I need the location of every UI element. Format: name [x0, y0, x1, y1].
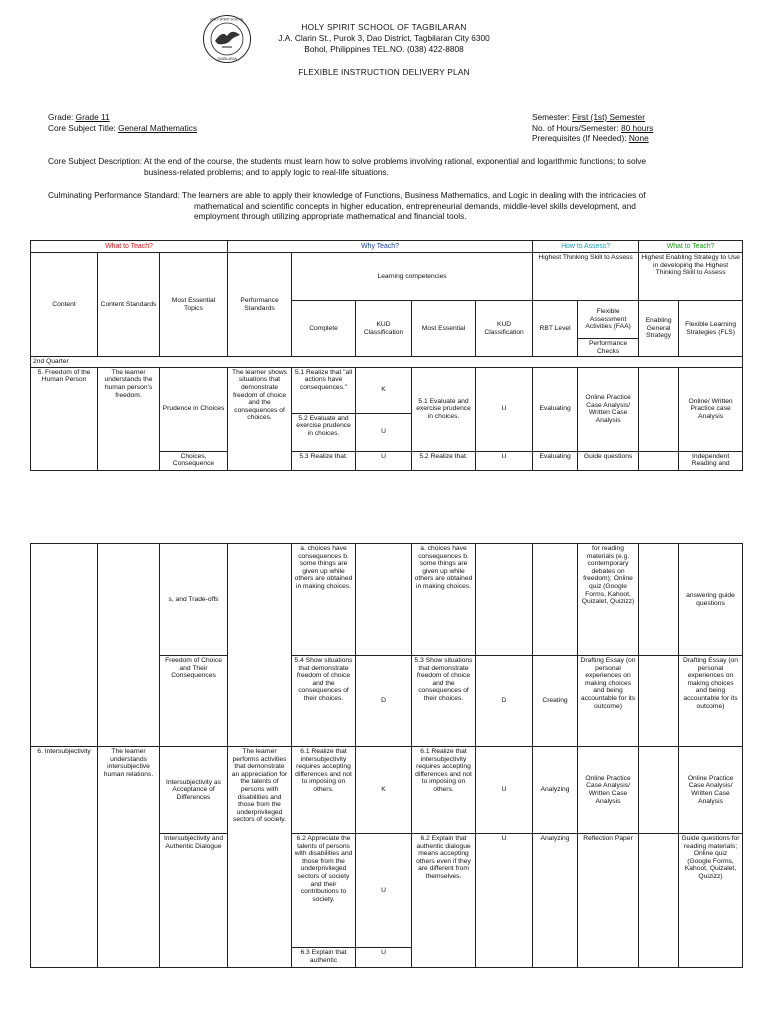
cell-enabling-6-2: [639, 834, 679, 968]
cell-rbt-6-2: Analyzing: [533, 834, 578, 968]
cell-enabling-5-3: [639, 451, 679, 470]
performance-line-1: Culminating Performance Standard: The learners are able to apply their knowledge of Functions, Business Mathematics, and Logic in dealing with the intricacies of: [48, 190, 646, 200]
header-enabling-general-strategy: Enabling General Strategy: [639, 301, 679, 357]
cell-essential-kud-6-2: U: [476, 834, 533, 968]
cell-topic-choices: Choices, Consequence: [160, 451, 228, 470]
performance-standard: [48, 190, 728, 222]
cell-essential-kud-5-2-items: [476, 544, 533, 656]
cell-competency-5-2: 5.2 Evaluate and exercise prudence in choices.: [292, 413, 356, 451]
cell-competency-6-1: 6.1 Realize that intersubjectivity requires accepting differences and not to imposing on others.: [292, 747, 356, 834]
cell-kud-5-1: K: [356, 367, 412, 413]
core-subject-label: Core Subject Title:: [48, 122, 119, 133]
quarter-label: 2nd Quarter: [31, 357, 743, 368]
core-subject-value: General Mathematics: [118, 122, 197, 133]
cell-topic-tradeoffs: s, and Trade-offs: [160, 544, 228, 656]
cell-enabling-5-3-items: [639, 544, 679, 656]
cell-kud-5-2: U: [356, 413, 412, 451]
course-info-left: [48, 112, 197, 133]
cell-performance-standard-intersubjectivity: The learner performs activities that demonstrate an appreciation for the talents of persons with disabilities and those from the underprivileged sectors of society.: [228, 747, 292, 968]
school-contact: Bohol, Philippines TEL.NO. (038) 422-8808: [304, 44, 464, 54]
cell-kud-5-4: D: [356, 656, 412, 747]
plan-title: FLEXIBLE INSTRUCTION DELIVERY PLAN: [298, 67, 470, 77]
document-header: [0, 22, 768, 78]
header-performance-checks: Performance Checks: [578, 339, 639, 357]
cell-kud-5-3-items: [356, 544, 412, 656]
cell-faa-6-2: Reflection Paper: [578, 834, 639, 968]
fidp-table-page-1: [30, 240, 743, 471]
cell-competency-5-3-items: a. choices have consequences b. some things are given up while others are obtained in making choices.: [292, 544, 356, 656]
header-kud-2: KUD Classification: [476, 301, 533, 357]
cell-essential-kud-5-1: U: [476, 367, 533, 451]
cell-kud-6-1: K: [356, 747, 412, 834]
cell-content-continued: [31, 544, 98, 747]
school-address: J.A. Clarin St., Purok 3, Dao District, Tagbilaran City 6300: [278, 33, 490, 43]
header-kud-1: KUD Classification: [356, 301, 412, 357]
cell-rbt-5-1: Evaluating: [533, 367, 578, 451]
header-rbt-level: RBT Level: [533, 301, 578, 357]
cell-enabling-5-1: [639, 367, 679, 451]
cell-essential-5-1: 5.1 Evaluate and exercise prudence in choices.: [412, 367, 476, 451]
cell-fls-6-1: Online Practice Case Analysis/ Written Case Analysis: [679, 747, 743, 834]
header-most-essential: Most Essential: [412, 301, 476, 357]
cell-faa-5-3: Guide questions: [578, 451, 639, 470]
cell-essential-6-1: 6.1 Realize that intersubjectivity requires accepting differences and not to imposing on others.: [412, 747, 476, 834]
cell-kud-6-3: U: [356, 948, 412, 968]
description-line-2: business-related problems; and to apply logic to real-life situations.: [144, 166, 389, 177]
cell-rbt-5-3: Evaluating: [533, 451, 578, 470]
cell-kud-6-2: U: [356, 834, 412, 948]
header-faa: Flexible Assessment Activities (FAA): [578, 301, 639, 339]
cell-topic-acceptance: Intersubjectivity as Acceptance of Differences: [160, 747, 228, 834]
cell-rbt-5-3-items: [533, 544, 578, 656]
cell-content-standard-freedom: The learner understands the human person's freedom.: [98, 367, 160, 470]
description-line-1: Core Subject Description: At the end of the course, the students must learn how to solve problems involving rational, exponential and logarithmic functions; to solve: [48, 156, 647, 166]
group-what-to-teach-2: What to Teach?: [639, 241, 743, 253]
hours-label: No. of Hours/Semester:: [532, 122, 621, 133]
course-info-right: [532, 112, 653, 144]
cell-fls-5-3: Independent Reading and: [679, 451, 743, 470]
grade-value: Grade 11: [75, 112, 110, 122]
svg-text:HOLY SPIRIT SCHOOL: HOLY SPIRIT SCHOOL: [210, 17, 244, 22]
prerequisites-label: Prerequisites (If Needed):: [532, 133, 629, 143]
cell-rbt-5-4: Creating: [533, 656, 578, 747]
performance-line-2: mathematical and scientific concepts in higher education, entrepreneurial demands, middle-level skills development, and: [194, 200, 636, 211]
group-how-to-assess: How to Assess?: [533, 241, 639, 253]
cell-content-intersubjectivity: 6. Intersubjectivity: [31, 747, 98, 968]
cell-essential-5-3: 5.3 Show situations that demonstrate freedom of choice and the consequences of their choices.: [412, 656, 476, 747]
cell-essential-6-2: 6.2 Explain that authentic dialogue means accepting others even if they are different from themselves.: [412, 834, 476, 968]
cell-competency-6-3: 6.3 Explain that authentic: [292, 948, 356, 968]
school-name: HOLY SPIRIT SCHOOL OF TAGBILARAN: [301, 22, 467, 32]
cell-faa-5-1: Online Practice Case Analysis/ Written Case Analysis: [578, 367, 639, 451]
cell-faa-5-3-items: for reading materials (e.g. contemporary debates on freedom); Online quiz (Google Forms, Kahoot, Quizalet, Quizizz): [578, 544, 639, 656]
cell-kud-5-3: U: [356, 451, 412, 470]
header-fls: Flexible Learning Strategies (FLS): [679, 301, 743, 357]
header-performance-standards: Performance Standards: [228, 253, 292, 357]
cell-essential-kud-5-2: U: [476, 451, 533, 470]
header-content-standards: Content Standards: [98, 253, 160, 357]
cell-faa-6-1: Online Practice Case Analysis/ Written Case Analysis: [578, 747, 639, 834]
header-highest-thinking-skill: Highest Thinking Skill to Assess: [533, 253, 639, 301]
cell-topic-dialogue: Intersubjectivity and Authentic Dialogue: [160, 834, 228, 968]
header-topics: Most Essential Topics: [160, 253, 228, 357]
fidp-table-page-2: [30, 543, 743, 968]
cell-fls-6-2: Guide questions for reading materials; Online quiz (Google Forms, Kahoot, Quizalet, Quizizz): [679, 834, 743, 968]
cell-essential-5-2-items: a. choices have consequences b. some things are given up while others are obtained in making choices.: [412, 544, 476, 656]
svg-text:TAGBILARAN: TAGBILARAN: [217, 57, 237, 61]
cell-essential-kud-5-3: D: [476, 656, 533, 747]
cell-essential-kud-6-1: U: [476, 747, 533, 834]
cell-competency-5-3: 5.3 Realize that:: [292, 451, 356, 470]
cell-fls-5-4: Drafting Essay (on personal experiences on making choices and being accountable for its outcome): [679, 656, 743, 747]
hours-value: 80 hours: [621, 122, 654, 133]
cell-content-standard-continued: [98, 544, 160, 747]
semester-value: First (1st) Semester: [572, 112, 645, 122]
header-learning-competencies: Learning competencies: [292, 253, 533, 301]
cell-fls-5-1: Online/ Written Practice case Analysis: [679, 367, 743, 451]
cell-content-standard-intersubjectivity: The learner understands intersubjective human relations.: [98, 747, 160, 968]
semester-label: Semester:: [532, 112, 573, 122]
cell-performance-standard-freedom: The learner shows situations that demonstrate freedom of choice and the consequences of choices.: [228, 367, 292, 470]
cell-fls-5-3-items: answering guide questions: [679, 544, 743, 656]
cell-competency-5-4: 5.4 Show situations that demonstrate freedom of choice and the consequences of their choices.: [292, 656, 356, 747]
core-subject-description: [48, 156, 728, 177]
cell-topic-freedom-of-choice: Freedom of Choice and Their Consequences: [160, 656, 228, 747]
cell-enabling-6-1: [639, 747, 679, 834]
cell-topic-prudence: Prudence in Choices: [160, 367, 228, 451]
cell-competency-5-1: 5.1 Realize that "all actions have consequences.": [292, 367, 356, 413]
cell-essential-5-2: 5.2 Realize that:: [412, 451, 476, 470]
cell-faa-5-4: Drafting Essay (on personal experiences on making choices and being accountable for its outcome): [578, 656, 639, 747]
header-complete: Complete: [292, 301, 356, 357]
performance-line-3: employment through utilizing appropriate mathematical and financial tools.: [194, 211, 467, 221]
grade-label: Grade:: [48, 112, 76, 122]
cell-performance-standard-continued: [228, 544, 292, 747]
header-content: Content: [31, 253, 98, 357]
prerequisites-value: None: [628, 133, 649, 143]
group-why-teach: Why Teach?: [228, 241, 533, 253]
cell-content-freedom: 5. Freedom of the Human Person: [31, 367, 98, 470]
group-what-to-teach: What to Teach?: [31, 241, 228, 253]
cell-competency-6-2: 6.2 Appreciate the talents of persons with disabilities and those from the underprivileged sectors of society and their contributions to society.: [292, 834, 356, 948]
cell-enabling-5-4: [639, 656, 679, 747]
cell-rbt-6-1: Analyzing: [533, 747, 578, 834]
header-highest-enabling-strategy: Highest Enabling Strategy to Use in developing the Highest Thinking Skill to Assess: [639, 253, 743, 301]
